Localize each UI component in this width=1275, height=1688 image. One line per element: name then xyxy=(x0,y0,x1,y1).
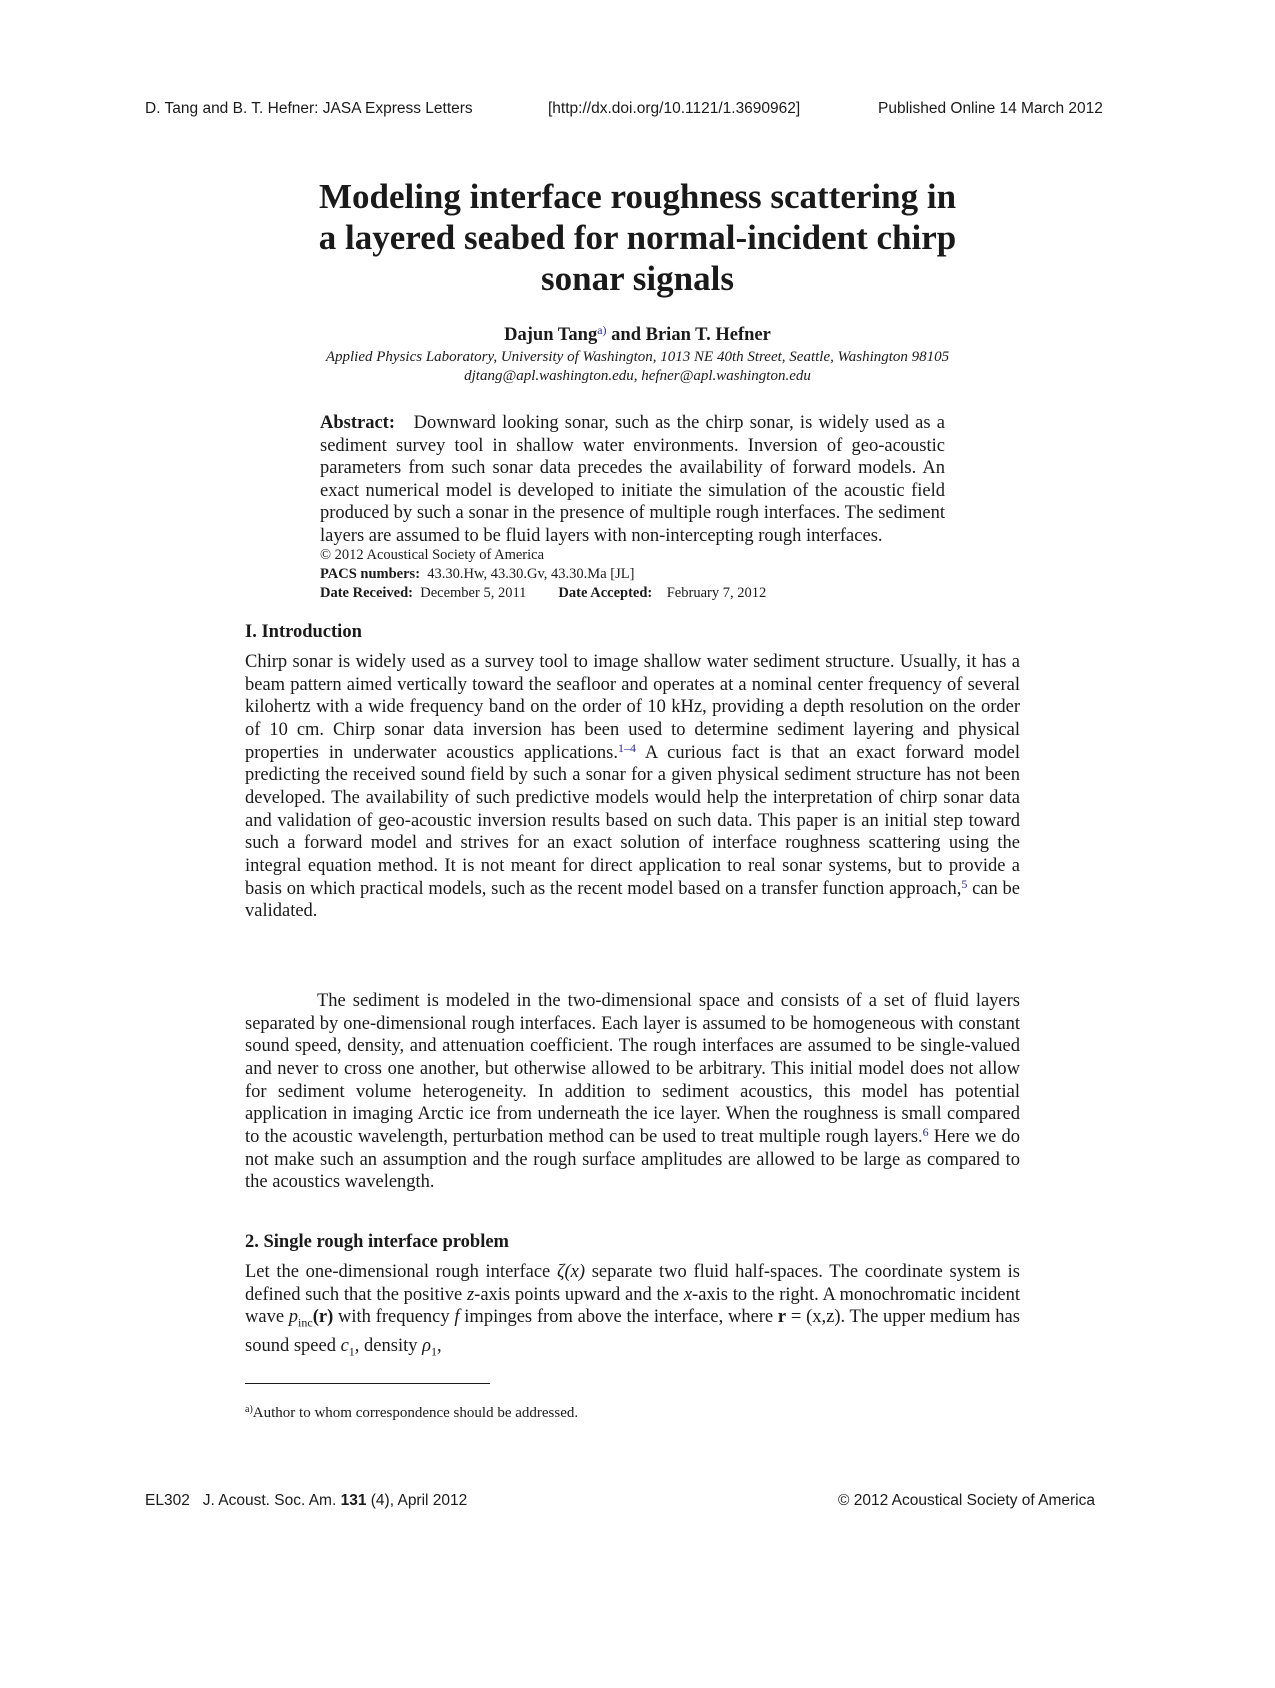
s2-text: impinges from above the interface, where xyxy=(459,1307,778,1328)
author-note-link[interactable]: a) xyxy=(597,323,607,337)
symbol-inc: inc xyxy=(298,1316,313,1330)
page-number: EL302 xyxy=(145,1492,190,1509)
intro-p2-text-a: The sediment is modeled in the two-dimensional space and consists of a set of fluid layers separated by one-dimensional rough interfaces. Each layer is assumed to be homogeneous with constant sound speed, density, and attenuation coefficient. The rough interfaces are assumed to be single-valued and never to cross one another, but otherwise allowed to be arbitrary. This initial model does not allow for sediment volume heterogeneity. In addition to sediment acoustics, this model has potential application in imaging Arctic ice from underneath the ice layer. When the roughness is small compared to the acoustic wavelength, perturbation method can be used to treat multiple rough layers. xyxy=(245,991,1020,1147)
running-header-doi[interactable]: [http://dx.doi.org/10.1121/1.3690962] xyxy=(548,100,801,117)
section-heading-single-rough-interface: 2. Single rough interface problem xyxy=(245,1232,509,1252)
intro-p1-text-a: Chirp sonar is widely used as a survey tool to image shallow water sediment structure. Usually, it has a beam pattern aimed vertically toward the seafloor and operates at a nominal center frequency of several kilohertz with a wide frequency band on the order of 10 kHz, providing a depth resolution on the order of 10 cm. Chirp sonar data inversion has been used to determine sediment layering and physical properties in underwater acoustics applications. xyxy=(245,652,1020,763)
symbol-r: r xyxy=(777,1307,787,1328)
abstract xyxy=(320,412,945,548)
affiliation-block xyxy=(150,348,1125,386)
pacs-label: PACS numbers: xyxy=(320,566,421,582)
received-date: December 5, 2011 xyxy=(420,585,527,601)
symbol-f: f xyxy=(454,1307,460,1328)
running-header-published: Published Online 14 March 2012 xyxy=(878,100,1103,117)
footnote-rule xyxy=(245,1383,490,1384)
pacs-line xyxy=(320,566,634,583)
citation-link[interactable]: 1–4 xyxy=(618,740,637,755)
s2-text: separate two fluid half-spaces. The coordinate system is defined such that the positive xyxy=(245,1262,1020,1305)
symbol-zeta: ζ(x) xyxy=(556,1262,585,1282)
journal-volume: 131 xyxy=(340,1492,367,1509)
intro-p1-text-b: A curious fact is that an exact forward model predicting the received sound field by such a sonar for a given physical sediment structure has not been developed. The availability of such predictive models would help the interpretation of chirp sonar data and validation of geo-acoustic inversion results based on such data. This paper is an initial step toward such a forward model and strives for an exact solution of interface roughness scattering using the integral equation method. It is not meant for direct application to real sonar systems, but to provide a basis on which practical models, such as the recent model based on a transfer function approach, xyxy=(245,742,1020,899)
symbol-c: c xyxy=(340,1335,349,1356)
title-line: sonar signals xyxy=(541,259,734,298)
copyright-line: © 2012 Acoustical Society of America xyxy=(320,547,545,563)
intro-paragraph-1 xyxy=(245,651,1020,923)
footnote-mark: a) xyxy=(245,1404,253,1415)
page-footer-copyright: © 2012 Acoustical Society of America xyxy=(838,1492,1095,1509)
symbol-p: p xyxy=(288,1307,299,1328)
symbol-rho: ρ xyxy=(422,1335,432,1356)
section-heading-introduction: I. Introduction xyxy=(245,622,362,642)
journal-name: J. Acoust. Soc. Am. xyxy=(202,1492,337,1509)
accepted-date: February 7, 2012 xyxy=(666,585,767,601)
page-footer-left xyxy=(145,1492,467,1510)
journal-issue: (4), April 2012 xyxy=(366,1492,468,1509)
received-label: Date Received: xyxy=(320,585,413,601)
accepted-label: Date Accepted: xyxy=(558,585,653,601)
author-emails: djtang@apl.washington.edu, hefner@apl.washington.edu xyxy=(464,368,811,384)
author-second: and Brian T. Hefner xyxy=(606,325,771,345)
s2-text: -axis to the right. A monochromatic incident wave xyxy=(245,1284,1020,1328)
citation-link[interactable]: 6 xyxy=(922,1124,929,1139)
symbol-r-arg: (r) xyxy=(312,1307,334,1328)
author-list xyxy=(240,325,1035,346)
intro-p1-text-c: can be validated. xyxy=(245,878,1020,922)
s2-text: , density xyxy=(354,1335,423,1356)
footnote xyxy=(245,1405,578,1422)
title-line: a layered seabed for normal-incident chirp xyxy=(318,218,957,257)
section2-paragraph xyxy=(245,1261,1020,1363)
paper-title xyxy=(240,176,1035,299)
author-first: Dajun Tang xyxy=(504,325,598,345)
s2-text: -axis points upward and the xyxy=(474,1284,684,1305)
citation-link[interactable]: 5 xyxy=(961,876,968,891)
pacs-numbers: 43.30.Hw, 43.30.Gv, 43.30.Ma [JL] xyxy=(427,566,635,582)
dates-line xyxy=(320,585,766,602)
intro-p2-text-b: Here we do not make such an assumption and the rough surface amplitudes are allowed to be large as compared to the acoustics wavelength. xyxy=(245,1126,1020,1193)
symbol-x: x xyxy=(683,1284,693,1305)
s2-text: with frequency xyxy=(333,1307,455,1328)
title-line: Modeling interface roughness scattering in xyxy=(318,177,957,216)
abstract-label: Abstract: xyxy=(320,413,396,433)
intro-paragraph-2 xyxy=(245,990,1020,1194)
footnote-text: Author to whom correspondence should be addressed. xyxy=(252,1405,579,1421)
s2-text: , xyxy=(437,1335,442,1356)
s2-text: = (x,z). The upper medium has sound speed xyxy=(245,1307,1020,1356)
running-header-authors: D. Tang and B. T. Hefner: JASA Express Letters xyxy=(145,100,473,117)
symbol-z: z xyxy=(466,1284,475,1305)
s2-text: Let the one-dimensional rough interface xyxy=(245,1262,557,1282)
affiliation: Applied Physics Laboratory, University of Washington, 1013 NE 40th Street, Seattle, Washington 98105 xyxy=(325,349,950,365)
symbol-sub: 1 xyxy=(431,1344,438,1359)
abstract-text: Downward looking sonar, such as the chirp sonar, is widely used as a sediment survey tool in shallow water environments. Inversion of geo-acoustic parameters from such sonar data precedes the availability of forward models. An exact numerical model is developed to initiate the simulation of the acoustic field produced by such a sonar in the presence of multiple rough interfaces. The sediment layers are assumed to be fluid layers with non-intercepting rough interfaces. xyxy=(320,413,945,546)
symbol-sub: 1 xyxy=(348,1344,355,1359)
